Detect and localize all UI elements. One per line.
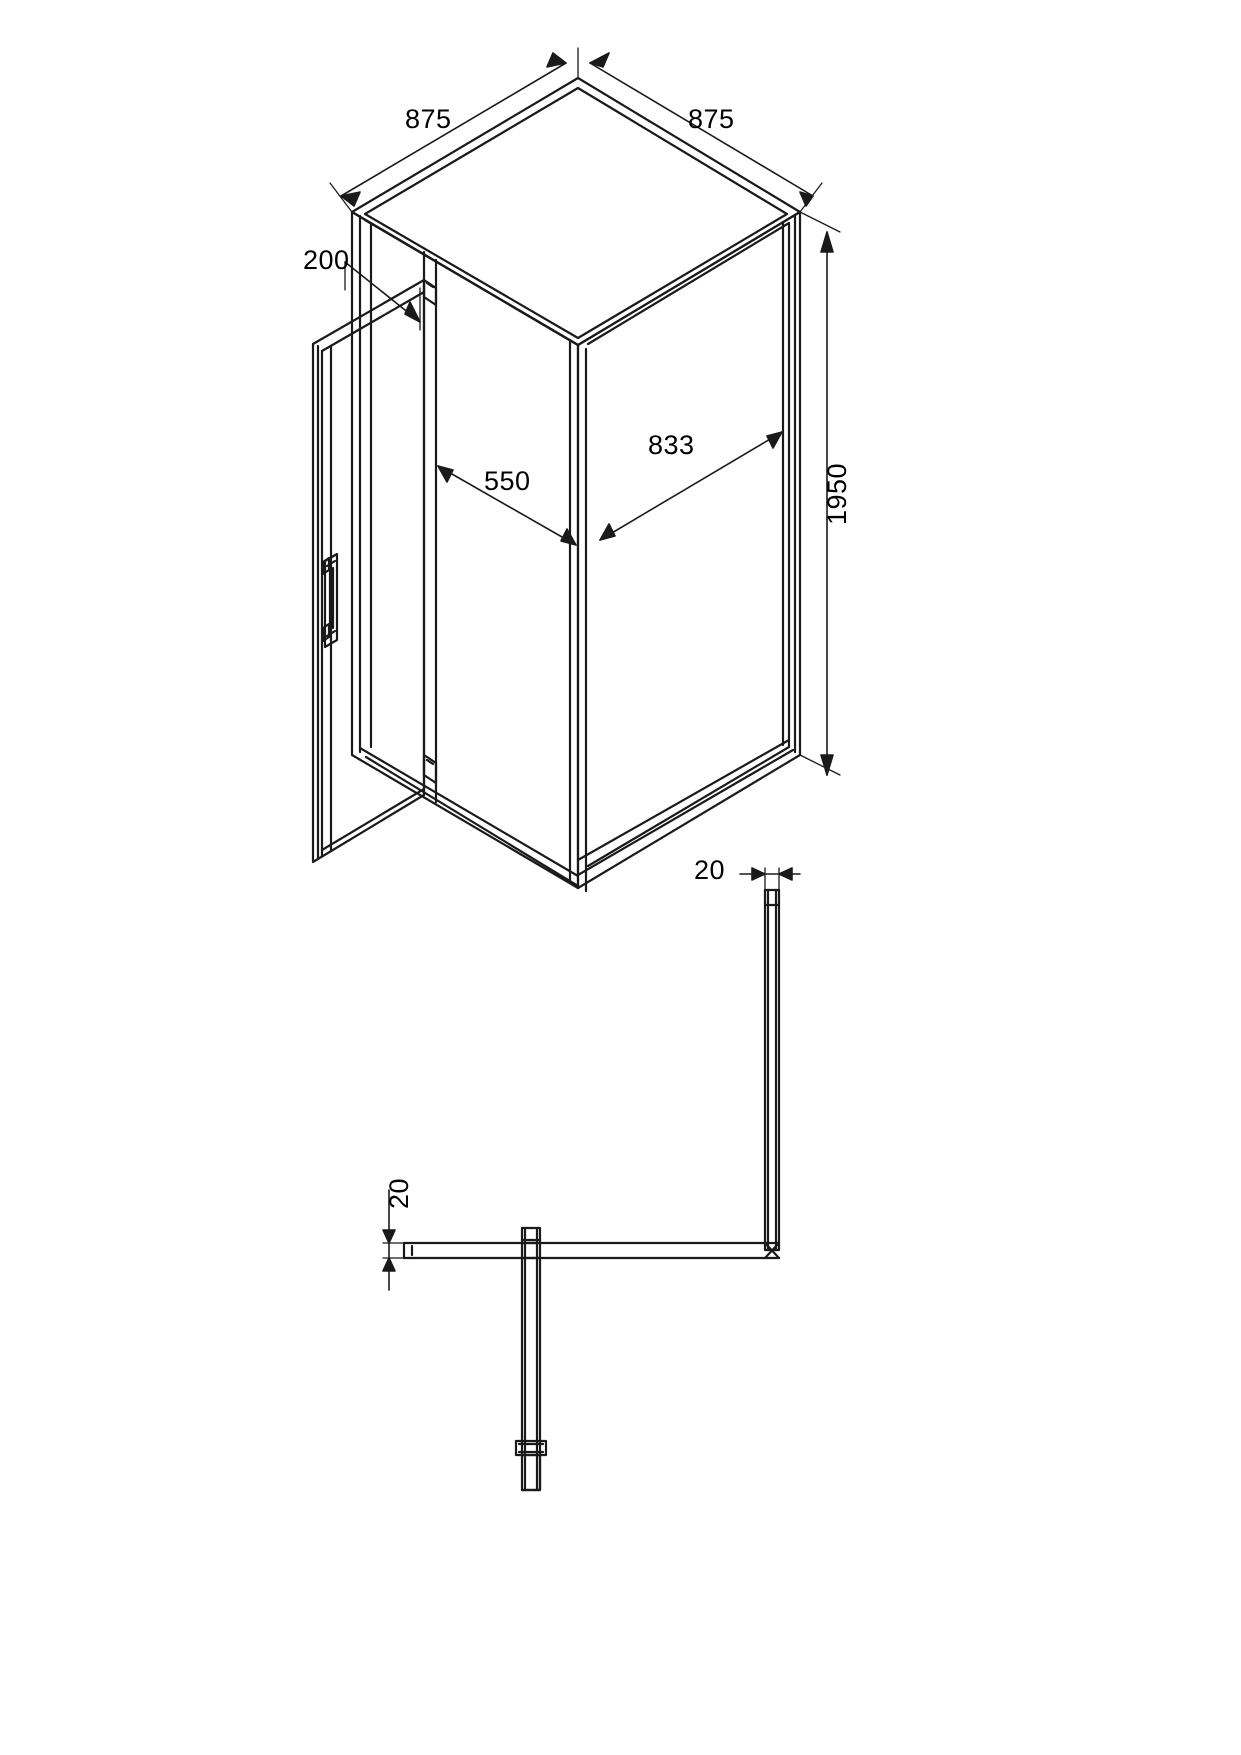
right-side-panel (578, 212, 800, 888)
dimension-label-20-left: 20 (384, 1177, 414, 1209)
door-handle (323, 554, 337, 647)
dimension-label-1950: 1950 (822, 462, 852, 525)
dimension-label-875-right: 875 (688, 104, 735, 134)
dimension-label-20-top: 20 (694, 855, 726, 885)
dimension-label-200: 200 (303, 245, 350, 275)
dimension-label-550: 550 (484, 466, 531, 496)
dimension-label-833: 833 (648, 430, 695, 460)
dimension-label-875-left: 875 (405, 104, 452, 134)
door-hinges (424, 280, 436, 783)
dimension-875-left (341, 53, 566, 206)
plan-section-detail (404, 890, 779, 1490)
